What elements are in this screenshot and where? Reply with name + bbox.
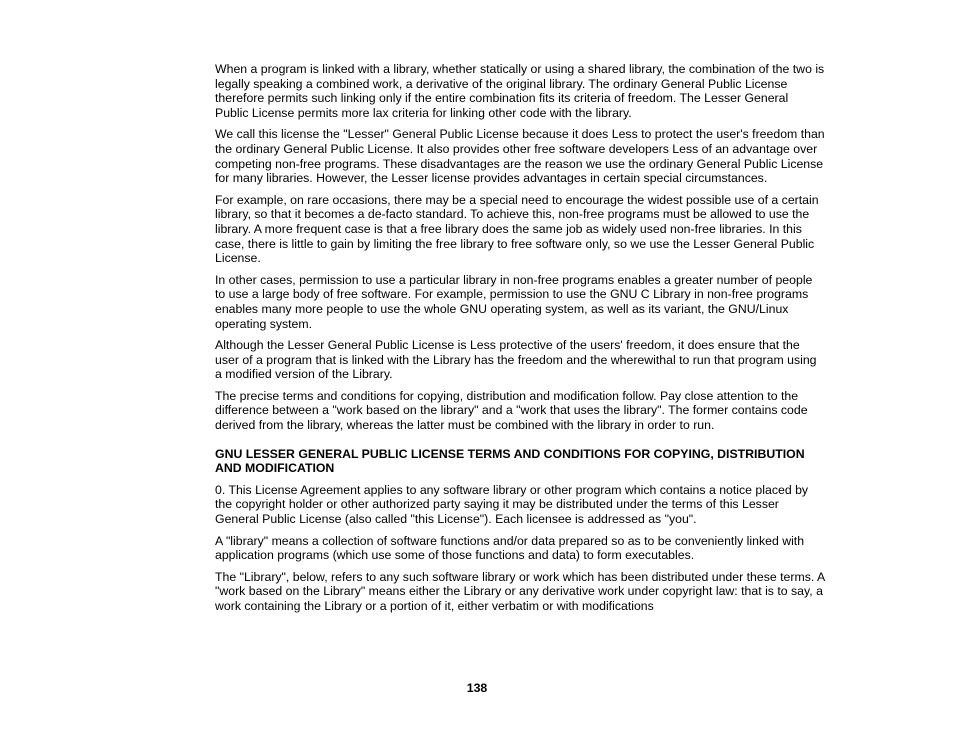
paragraph: The precise terms and conditions for copying, distribution and modification follow. Pay close attention to the difference between a "work based on the library" and a "work that uses the library". The former contains code derived from the library, whereas the latter must be combined with the library in order to run. xyxy=(215,388,808,433)
document-body xyxy=(215,62,825,621)
paragraph: The "Library", below, refers to any such software library or work which has been distributed under these terms. A "work based on the Library" means either the Library or any derivative work under copyright law: that is to say, a work containing the Library or a portion of it, either verbatim or with modifications xyxy=(215,569,825,613)
paragraph: Although the Lesser General Public License is Less protective of the users' freedom, it does ensure that the user of a program that is linked with the Library has the freedom and the wherewithal to run that program using a modified version of the Library. xyxy=(215,338,817,382)
paragraph: A "library" means a collection of software functions and/or data prepared so as to be conveniently linked with application programs (which use some of those functions and data) to form executables. xyxy=(215,533,805,563)
page-number: 138 xyxy=(466,681,488,695)
paragraph: In other cases, permission to use a particular library in non-free programs enables a greater number of people to use a large body of free software. For example, permission to use the GNU C Library in non-free programs enables many more people to use the whole GNU operating system, as well as its variant, the GNU/Linux operating system. xyxy=(215,272,813,331)
section-heading: GNU LESSER GENERAL PUBLIC LICENSE TERMS AND CONDITIONS FOR COPYING, DISTRIBUTION AND MODIFICATION xyxy=(215,446,805,476)
paragraph: When a program is linked with a library, whether statically or using a shared library, the combination of the two is legally speaking a combined work, a derivative of the original library. The ordinary General Public License therefore permits such linking only if the entire combination fits its criteria of freedom. The Lesser General Public License permits more lax criteria for linking other code with the library. xyxy=(215,62,825,120)
paragraph: For example, on rare occasions, there may be a special need to encourage the widest possible use of a certain library, so that it becomes a de-facto standard. To achieve this, non-free programs must be allowed to use the library. A more frequent case is that a free library does the same job as widely used non-free libraries. In this case, there is little to gain by limiting the free library to free software only, so we use the Lesser General Public License. xyxy=(215,192,819,266)
paragraph: 0. This License Agreement applies to any software library or other program which contains a notice placed by the copyright holder or other authorized party saying it may be distributed under the terms of this Lesser General Public License (also called "this License"). Each licensee is addressed as "you". xyxy=(215,482,809,527)
paragraph: We call this license the "Lesser" General Public License because it does Less to protect the user's freedom than the ordinary General Public License. It also provides other free software developers Less of an advantage over competing non-free programs. These disadvantages are the reason we use the ordinary General Public License for many libraries. However, the Lesser license provides advantages in certain special circumstances. xyxy=(215,127,825,186)
